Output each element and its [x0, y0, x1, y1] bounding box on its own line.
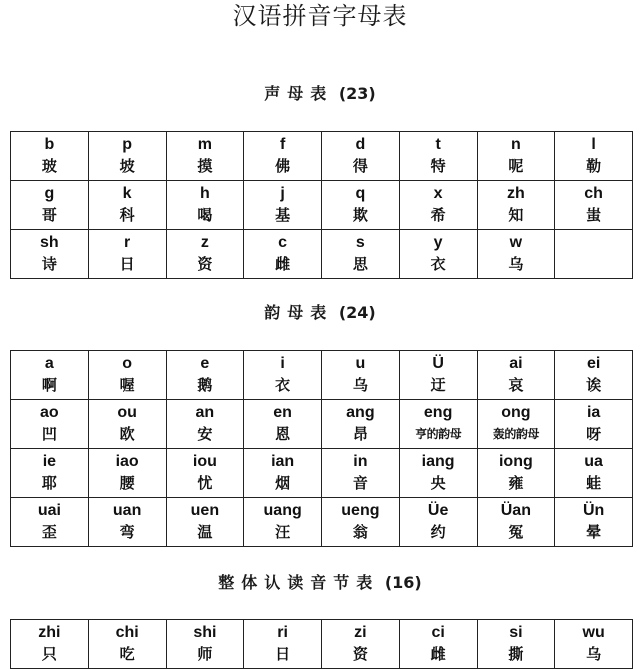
finals-title-text: 韵母表: [264, 303, 334, 322]
pinyin-cell: [477, 449, 555, 498]
finals-section-title: [0, 303, 640, 323]
example-character: 衣: [430, 255, 446, 273]
pinyin-letter: o: [122, 355, 133, 372]
example-character: 歪: [41, 523, 57, 541]
example-character: 亨的韵母: [415, 427, 462, 441]
pinyin-letter: h: [199, 185, 210, 202]
pinyin-letter: f: [279, 136, 286, 153]
table-row: [11, 351, 633, 400]
pinyin-letter: i: [280, 355, 285, 372]
example-character: 基: [275, 206, 291, 224]
example-character: 蚩: [586, 206, 602, 224]
pinyin-cell: [477, 230, 555, 279]
pinyin-cell: [322, 230, 400, 279]
example-character: 腰: [119, 474, 135, 492]
pinyin-letter: k: [122, 185, 132, 202]
pinyin-letter: u: [355, 355, 366, 372]
pinyin-letter: eng: [423, 404, 453, 421]
pinyin-cell: [555, 620, 633, 669]
pinyin-cell: [166, 230, 244, 279]
pinyin-letter: ei: [586, 355, 601, 372]
pinyin-letter: zhi: [38, 624, 61, 641]
pinyin-cell: [11, 132, 89, 181]
pinyin-cell: [477, 400, 555, 449]
pinyin-cell: [166, 351, 244, 400]
example-character: 衣: [275, 376, 291, 394]
pinyin-letter: uang: [263, 502, 302, 519]
pinyin-letter: ao: [40, 404, 59, 421]
example-character: 资: [352, 645, 368, 663]
pinyin-cell: [477, 351, 555, 400]
example-character: 吃: [119, 645, 135, 663]
pinyin-letter: ua: [584, 453, 603, 470]
pinyin-cell: [322, 132, 400, 181]
pinyin-letter: a: [44, 355, 54, 372]
initials-count: (23): [338, 84, 376, 103]
example-character: 央: [430, 474, 446, 492]
pinyin-letter: t: [435, 136, 441, 153]
pinyin-cell: [244, 132, 322, 181]
example-character: 特: [430, 157, 446, 175]
pinyin-letter: chi: [115, 624, 139, 641]
example-character: 喔: [119, 376, 135, 394]
pinyin-cell: [555, 400, 633, 449]
pinyin-letter: in: [353, 453, 368, 470]
pinyin-letter: shi: [193, 624, 217, 641]
example-character: 忧: [197, 474, 213, 492]
pinyin-cell: [322, 620, 400, 669]
pinyin-letter: s: [355, 234, 365, 251]
pinyin-cell: [244, 449, 322, 498]
example-character: 日: [119, 255, 135, 273]
example-character: 耶: [41, 474, 57, 492]
pinyin-cell: [244, 498, 322, 547]
example-character: 只: [41, 645, 57, 663]
pinyin-letter: Ün: [582, 502, 605, 519]
pinyin-letter: ai: [509, 355, 523, 372]
pinyin-cell: [88, 620, 166, 669]
pinyin-letter: ian: [271, 453, 295, 470]
example-character: 佛: [275, 157, 291, 175]
table-row: [11, 400, 633, 449]
pinyin-cell: [555, 351, 633, 400]
table-row: [11, 620, 633, 669]
syllables-count: (16): [384, 573, 422, 592]
pinyin-cell: [88, 181, 166, 230]
pinyin-cell: [11, 230, 89, 279]
pinyin-letter: m: [197, 136, 212, 153]
example-character: 乌: [352, 376, 368, 394]
pinyin-cell: [399, 400, 477, 449]
example-character: 安: [197, 425, 213, 443]
example-character: 啊: [41, 376, 57, 394]
example-character: 恩: [275, 425, 291, 443]
syllables-table: [10, 619, 633, 669]
pinyin-cell: [322, 449, 400, 498]
initials-section-title: [0, 84, 640, 104]
pinyin-letter: n: [510, 136, 521, 153]
initials-title-text: 声母表: [264, 84, 334, 103]
pinyin-letter: iang: [421, 453, 455, 470]
example-character: 撕: [508, 645, 524, 663]
pinyin-letter: ie: [42, 453, 57, 470]
example-character: 烟: [275, 474, 291, 492]
pinyin-letter: ch: [584, 185, 603, 202]
pinyin-letter: r: [124, 234, 131, 251]
pinyin-cell: [11, 400, 89, 449]
example-character: 喝: [197, 206, 213, 224]
pinyin-cell: [555, 449, 633, 498]
pinyin-cell: [166, 498, 244, 547]
example-character: 欧: [119, 425, 135, 443]
example-character: 思: [352, 255, 368, 273]
pinyin-cell: [399, 132, 477, 181]
example-character: 弯: [119, 523, 135, 541]
pinyin-cell: [322, 498, 400, 547]
pinyin-cell: [88, 498, 166, 547]
example-character: 温: [197, 523, 213, 541]
pinyin-cell: [322, 400, 400, 449]
example-character: 轰的韵母: [492, 427, 539, 441]
pinyin-letter: uan: [112, 502, 142, 519]
example-character: 晕: [586, 523, 602, 541]
pinyin-cell: [322, 181, 400, 230]
example-character: 汪: [275, 523, 291, 541]
pinyin-cell: [166, 132, 244, 181]
pinyin-letter: b: [44, 136, 55, 153]
pinyin-cell: [244, 181, 322, 230]
pinyin-cell: [166, 181, 244, 230]
example-character: 资: [197, 255, 213, 273]
pinyin-cell: [244, 230, 322, 279]
example-character: 师: [197, 645, 213, 663]
example-character: 日: [275, 645, 291, 663]
example-character: 科: [119, 206, 135, 224]
table-row: [11, 132, 633, 181]
pinyin-letter: ong: [501, 404, 531, 421]
example-character: 得: [352, 157, 368, 175]
pinyin-cell: [88, 230, 166, 279]
table-row: [11, 449, 633, 498]
pinyin-letter: an: [195, 404, 215, 421]
syllables-title-text: 整体认读音节表: [218, 573, 380, 592]
example-character: 欺: [352, 206, 368, 224]
pinyin-cell: [477, 498, 555, 547]
pinyin-cell: [244, 620, 322, 669]
pinyin-cell: [555, 181, 633, 230]
pinyin-cell: [399, 620, 477, 669]
pinyin-letter: iong: [498, 453, 533, 470]
pinyin-letter: ia: [586, 404, 601, 421]
example-character: 诗: [41, 255, 57, 273]
example-character: 勒: [586, 157, 602, 175]
finals-count: (24): [338, 303, 376, 322]
pinyin-cell: [88, 449, 166, 498]
pinyin-letter: x: [433, 185, 443, 202]
example-character: 乌: [508, 255, 524, 273]
pinyin-cell: [11, 498, 89, 547]
page-title: 汉语拼音字母表: [232, 2, 408, 30]
initials-table: [10, 131, 633, 279]
pinyin-cell: [88, 132, 166, 181]
pinyin-cell: [11, 449, 89, 498]
pinyin-cell: [11, 620, 89, 669]
example-character: 昂: [352, 425, 368, 443]
finals-table: [10, 350, 633, 547]
example-character: 雌: [275, 255, 291, 273]
example-character: 雍: [508, 474, 524, 492]
example-character: 哥: [41, 206, 57, 224]
example-character: 呀: [586, 425, 602, 443]
pinyin-letter: uai: [37, 502, 61, 519]
pinyin-letter: Ü: [432, 355, 444, 372]
pinyin-cell: [399, 498, 477, 547]
pinyin-cell: [477, 132, 555, 181]
pinyin-letter: d: [355, 136, 366, 153]
pinyin-letter: sh: [40, 234, 59, 251]
example-character: 哀: [508, 376, 524, 394]
example-character: 蛙: [586, 474, 602, 492]
pinyin-letter: wu: [582, 624, 605, 641]
pinyin-cell: [399, 449, 477, 498]
pinyin-letter: ri: [277, 624, 288, 641]
example-character: 诶: [586, 376, 602, 394]
pinyin-cell: [166, 449, 244, 498]
pinyin-letter: l: [591, 136, 596, 153]
example-character: 摸: [197, 157, 213, 175]
example-character: 希: [430, 206, 446, 224]
example-character: 凹: [41, 425, 57, 443]
pinyin-cell: [88, 351, 166, 400]
pinyin-cell: [399, 351, 477, 400]
table-row: [11, 230, 633, 279]
pinyin-cell: [477, 620, 555, 669]
syllables-section-title: [0, 573, 640, 593]
pinyin-cell: [322, 351, 400, 400]
pinyin-letter: Üe: [427, 502, 449, 519]
pinyin-letter: uen: [190, 502, 220, 519]
pinyin-cell: [244, 400, 322, 449]
pinyin-letter: z: [200, 234, 209, 251]
example-character: 迂: [430, 376, 446, 394]
example-character: 坡: [119, 157, 135, 175]
example-character: 知: [508, 206, 524, 224]
pinyin-cell: [477, 181, 555, 230]
pinyin-letter: si: [509, 624, 523, 641]
pinyin-cell: [166, 620, 244, 669]
pinyin-letter: ci: [431, 624, 445, 641]
pinyin-letter: en: [273, 404, 292, 421]
pinyin-letter: g: [44, 185, 55, 202]
pinyin-cell: [11, 351, 89, 400]
example-character: 玻: [41, 157, 57, 175]
pinyin-letter: c: [278, 234, 288, 251]
pinyin-letter: j: [280, 185, 285, 202]
pinyin-letter: Üan: [500, 502, 531, 519]
pinyin-letter: q: [355, 185, 366, 202]
pinyin-cell: [399, 230, 477, 279]
pinyin-cell: [555, 498, 633, 547]
pinyin-cell: [88, 400, 166, 449]
example-character: 翁: [352, 523, 368, 541]
pinyin-letter: ou: [117, 404, 137, 421]
pinyin-letter: w: [509, 234, 523, 251]
pinyin-letter: p: [122, 136, 133, 153]
pinyin-cell: [166, 400, 244, 449]
table-row: [11, 498, 633, 547]
example-character: 冤: [508, 523, 524, 541]
example-character: 雌: [430, 645, 446, 663]
table-row: [11, 181, 633, 230]
pinyin-letter: iou: [192, 453, 217, 470]
example-character: 乌: [586, 645, 602, 663]
pinyin-cell: [244, 351, 322, 400]
pinyin-cell: [555, 132, 633, 181]
example-character: 鹅: [197, 376, 213, 394]
pinyin-cell: [399, 181, 477, 230]
pinyin-letter: ueng: [341, 502, 380, 519]
pinyin-letter: e: [200, 355, 210, 372]
example-character: 约: [430, 523, 446, 541]
pinyin-letter: zi: [354, 624, 367, 641]
pinyin-letter: y: [433, 234, 443, 251]
pinyin-letter: ang: [346, 404, 375, 421]
pinyin-cell: [555, 230, 633, 279]
pinyin-cell: [11, 181, 89, 230]
example-character: 呢: [508, 157, 524, 175]
pinyin-letter: zh: [506, 185, 525, 202]
pinyin-letter: iao: [115, 453, 139, 470]
example-character: 音: [352, 474, 368, 492]
